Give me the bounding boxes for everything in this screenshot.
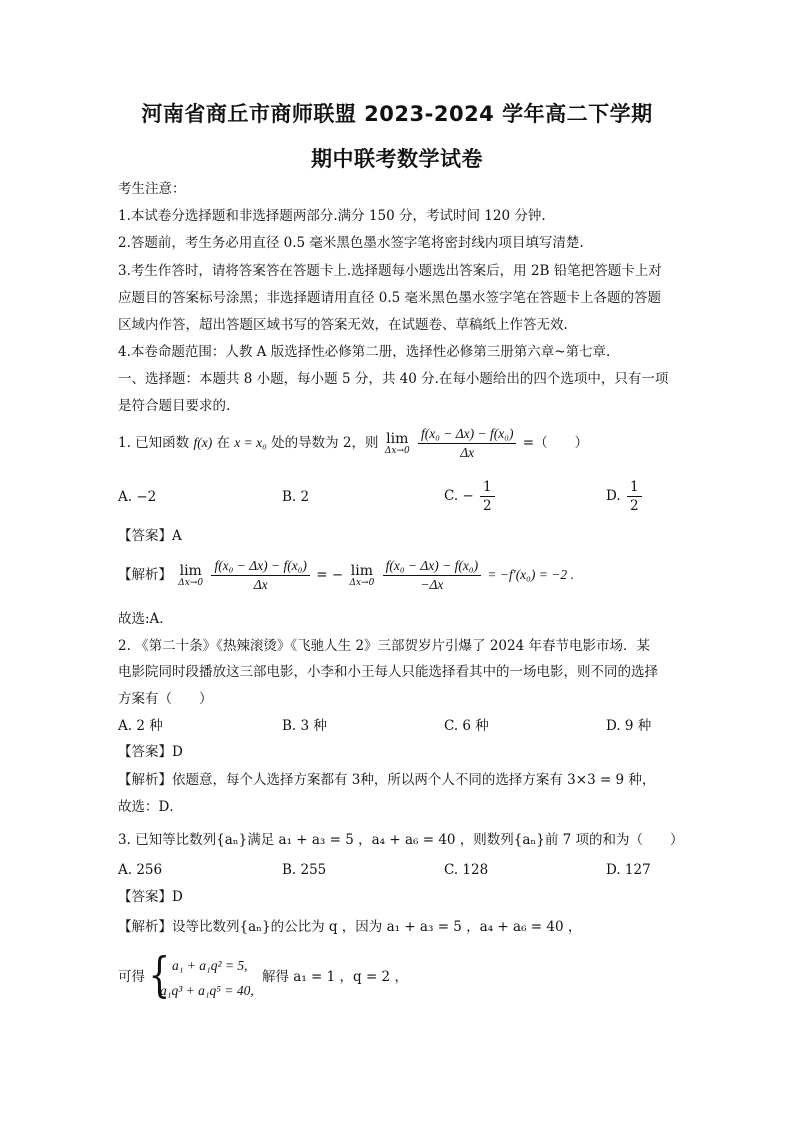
notice-heading: 考生注意：	[118, 181, 186, 197]
exam-title-line1: 河南省商丘市商师联盟 2023-2024 学年高二下学期	[141, 102, 653, 126]
q1-option-c: C. − $\frac{1}{2}$	[444, 478, 497, 515]
q3-analysis: 【解析】设等比数列{aₙ}的公比为 q ，因为 a₁ + a₃ = 5 ，a₄ + a₆ = 40 ，	[118, 919, 582, 935]
q3-option-d: D. 127	[606, 862, 651, 878]
q2-option-c: C. 6 种	[444, 718, 489, 734]
q2-analysis: 【解析】依题意，每个人选择方案都有 3种，所以两个人不同的选择方案有 3×3 = 9 种，	[118, 772, 656, 788]
notice-item-2: 2.答题前，考生务必用直径 0.5 毫米黑色墨水签字笔将密封线内项目填写清楚.	[118, 235, 584, 251]
notice-item-3: 3.考生作答时，请将答案答在答题卡上.选择题每小题选出答案后，用 2B 铅笔把答题卡上对	[118, 263, 662, 279]
q2-option-b: B. 3 种	[282, 718, 327, 734]
q1-conclusion: 故选:A．	[118, 611, 173, 627]
q2-answer: 【答案】D	[118, 744, 183, 760]
q3-system-suffix: 解得 a₁ = 1 ，q = 2 ，	[262, 969, 408, 985]
question-2-line2: 电影院同时段播放这三部电影，小李和小王每人只能选择看其中的一场电影，则不同的选择	[118, 664, 658, 680]
section-heading-line1: 一、选择题：本题共 8 小题，每小题 5 分，共 40 分.在每小题给出的四个选项中，只有一项	[118, 371, 669, 387]
q3-option-c: C. 128	[444, 862, 489, 878]
q1-option-b: B. 2	[282, 489, 310, 505]
q1-option-d: D. $\frac{1}{2}$	[606, 478, 644, 515]
question-2-line1: 2. 《第二十条》《热辣滚烫》《飞驰人生 2》三部贺岁片引爆了 2024 年春节电影市场．某	[118, 638, 650, 654]
q1-option-a: A. −2	[118, 489, 157, 505]
difference-quotient: $\frac{\text{f(x₀ − Δx) − f(x₀)}}{\Delta x}$	[418, 425, 517, 462]
question-1-stem: 1. 已知函数 f(x) 在 x = x₀ 处的导数为 2，则 lim Δx→0 $\frac{\text{f(x₀ − Δx) − f(x₀)}}{\Delta x}$ =（ ）	[118, 426, 589, 460]
q3-system-prefix: 可得	[118, 969, 145, 985]
notice-item-4: 4.本卷命题范围：人教 A 版选择性必修第二册，选择性必修第三册第六章~第七章.	[118, 344, 611, 360]
q2-option-d: D. 9 种	[606, 718, 652, 734]
q2-option-a: A. 2 种	[118, 718, 163, 734]
notice-item-1: 1.本试卷分选择题和非选择题两部分.满分 150 分，考试时间 120 分钟.	[118, 208, 546, 224]
q3-equation-1: a₁ + a₁q² = 5,	[172, 958, 248, 973]
notice-item-3-cont1: 应题目的答案标号涂黑；非选择题请用直径 0.5 毫米黑色墨水签字笔在答题卡上各题的答题	[118, 290, 662, 306]
limit-operator: lim Δx→0	[384, 430, 410, 456]
question-3-stem: 3. 已知等比数列{aₙ}满足 a₁ + a₃ = 5 ，a₄ + a₆ = 40 ，则数列{aₙ}前 7 项的和为（ ）	[118, 832, 684, 848]
q3-equation-2: a₁q³ + a₁q⁵ = 40,	[160, 983, 254, 998]
q2-conclusion: 故选：D．	[118, 799, 183, 815]
q3-option-b: B. 255	[282, 862, 327, 878]
left-brace-icon: {	[148, 947, 170, 1003]
section-heading-line2: 是符合题目要求的.	[118, 398, 231, 414]
notice-item-3-cont2: 区域内作答，超出答题区域书写的答案无效，在试题卷、草稿纸上作答无效.	[118, 317, 568, 333]
q1-analysis: 【解析】 lim Δx→0 $\frac{\text{f(x₀ − Δx) − f(x₀)}}{\Delta x}$ = − lim Δx→0 $\frac{\text{f(x₀ − Δx) − f(x₀)}}{-\Delta x}$ = −f′(x₀) = −2 .	[118, 558, 574, 592]
q3-answer: 【答案】D	[118, 889, 183, 905]
exam-title-line2: 期中联考数学试卷	[311, 147, 483, 171]
q3-option-a: A. 256	[118, 862, 163, 878]
q1-answer: 【答案】A	[118, 528, 182, 544]
question-2-line3: 方案有（ ）	[118, 691, 213, 707]
